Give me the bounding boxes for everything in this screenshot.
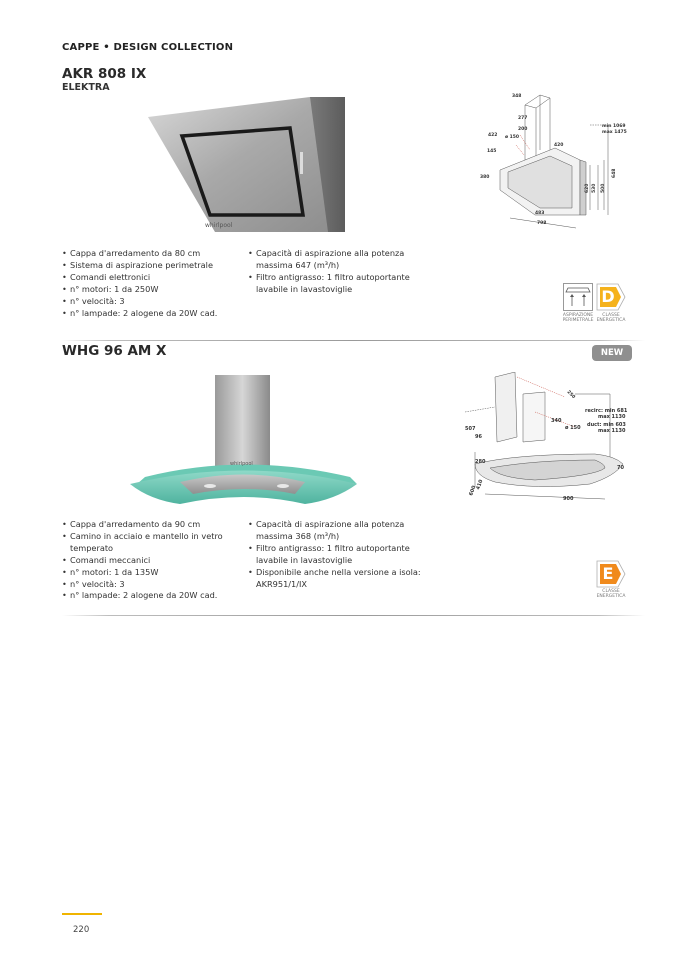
svg-text:483: 483 xyxy=(535,211,545,216)
list-item: • Filtro antigrasso: 1 filtro autoportante lavabile in lavastoviglie xyxy=(248,543,428,567)
svg-text:recirc: min 681: recirc: min 681 xyxy=(585,408,628,414)
svg-text:900: 900 xyxy=(563,496,574,502)
list-item: • n° lampade: 2 alogene da 20W cad. xyxy=(62,590,247,602)
product-2-dimension-diagram xyxy=(455,372,635,512)
product-2-features-col2 xyxy=(248,519,428,590)
svg-text:348: 348 xyxy=(512,94,522,99)
list-item: • Capacità di aspirazione alla potenza massima 647 (m³/h) xyxy=(248,248,428,272)
list-item: • Comandi meccanici xyxy=(62,555,247,567)
svg-text:530: 530 xyxy=(592,183,597,193)
svg-text:340: 340 xyxy=(551,418,562,424)
svg-text:420: 420 xyxy=(554,143,564,148)
product-1-model: AKR 808 IX xyxy=(62,66,147,82)
svg-text:280: 280 xyxy=(475,459,486,465)
product-1-photo xyxy=(140,92,365,237)
list-item: • Capacità di aspirazione alla potenza massima 368 (m³/h) xyxy=(248,519,428,543)
page-number-accent xyxy=(62,913,102,915)
svg-text:648: 648 xyxy=(612,168,617,178)
energy-class-d-label: D xyxy=(601,287,615,306)
svg-text:70: 70 xyxy=(617,465,624,471)
section-divider xyxy=(62,615,645,616)
list-item: • Sistema di aspirazione perimetrale xyxy=(62,260,247,272)
svg-text:600: 600 xyxy=(468,484,478,497)
svg-text:500: 500 xyxy=(601,183,606,193)
perimeter-aspiration-caption: ASPIRAZIONE PERIMETRALE xyxy=(562,313,594,323)
svg-text:ø 150: ø 150 xyxy=(505,135,520,140)
svg-text:145: 145 xyxy=(487,149,497,154)
list-item: • Camino in acciaio e mantello in vetro temperato xyxy=(62,531,247,555)
svg-text:507: 507 xyxy=(465,426,476,432)
svg-text:277: 277 xyxy=(518,116,528,121)
list-item: • n° lampade: 2 alogene da 20W cad. xyxy=(62,308,247,320)
svg-text:whirlpool: whirlpool xyxy=(205,222,233,229)
svg-text:duct: min 603: duct: min 603 xyxy=(587,422,626,428)
product-2-model: WHG 96 AM X xyxy=(62,343,167,359)
svg-text:620: 620 xyxy=(585,183,590,193)
svg-text:ø 150: ø 150 xyxy=(565,425,581,431)
list-item: • n° motori: 1 da 135W xyxy=(62,567,247,579)
section-divider xyxy=(62,340,645,341)
list-item: • Cappa d'arredamento da 90 cm xyxy=(62,519,247,531)
list-item: • n° velocità: 3 xyxy=(62,579,247,591)
energy-class-e-label: E xyxy=(602,564,614,583)
section-title: CAPPE • DESIGN COLLECTION xyxy=(62,42,234,53)
svg-text:96: 96 xyxy=(475,434,482,440)
product-2-photo xyxy=(125,372,360,507)
list-item: • n° velocità: 3 xyxy=(62,296,247,308)
product-2-features-col1 xyxy=(62,519,247,602)
product-1-name: ELEKTRA xyxy=(62,82,110,93)
svg-text:410: 410 xyxy=(475,478,485,491)
svg-text:422: 422 xyxy=(488,133,498,138)
svg-text:max 1130: max 1130 xyxy=(598,428,626,434)
product-1-features-col2 xyxy=(248,248,428,296)
list-item: • Disponibile anche nella versione a isola: AKR951/1/IX xyxy=(248,567,428,591)
product-1-features-col1 xyxy=(62,248,247,319)
list-item: • Comandi elettronici xyxy=(62,272,247,284)
energy-class-caption: CLASSE ENERGETICA xyxy=(596,313,626,323)
svg-text:250: 250 xyxy=(565,389,576,401)
energy-class-caption: CLASSE ENERGETICA xyxy=(596,589,626,599)
svg-text:max 1130: max 1130 xyxy=(598,414,626,420)
svg-text:798: 798 xyxy=(537,221,547,226)
svg-text:200: 200 xyxy=(518,127,528,132)
svg-text:min 1069: min 1069 xyxy=(602,124,626,129)
list-item: • n° motori: 1 da 250W xyxy=(62,284,247,296)
perimeter-aspiration-icon xyxy=(563,283,593,311)
page-number: 220 xyxy=(73,925,90,935)
product-1-dimension-diagram xyxy=(480,90,630,230)
list-item: • Filtro antigrasso: 1 filtro autoportante lavabile in lavastoviglie xyxy=(248,272,428,296)
svg-text:380: 380 xyxy=(480,175,490,180)
svg-text:whirlpool: whirlpool xyxy=(230,461,253,467)
list-item: • Cappa d'arredamento da 80 cm xyxy=(62,248,247,260)
new-badge: NEW xyxy=(592,345,632,361)
svg-text:max 1475: max 1475 xyxy=(602,130,627,135)
